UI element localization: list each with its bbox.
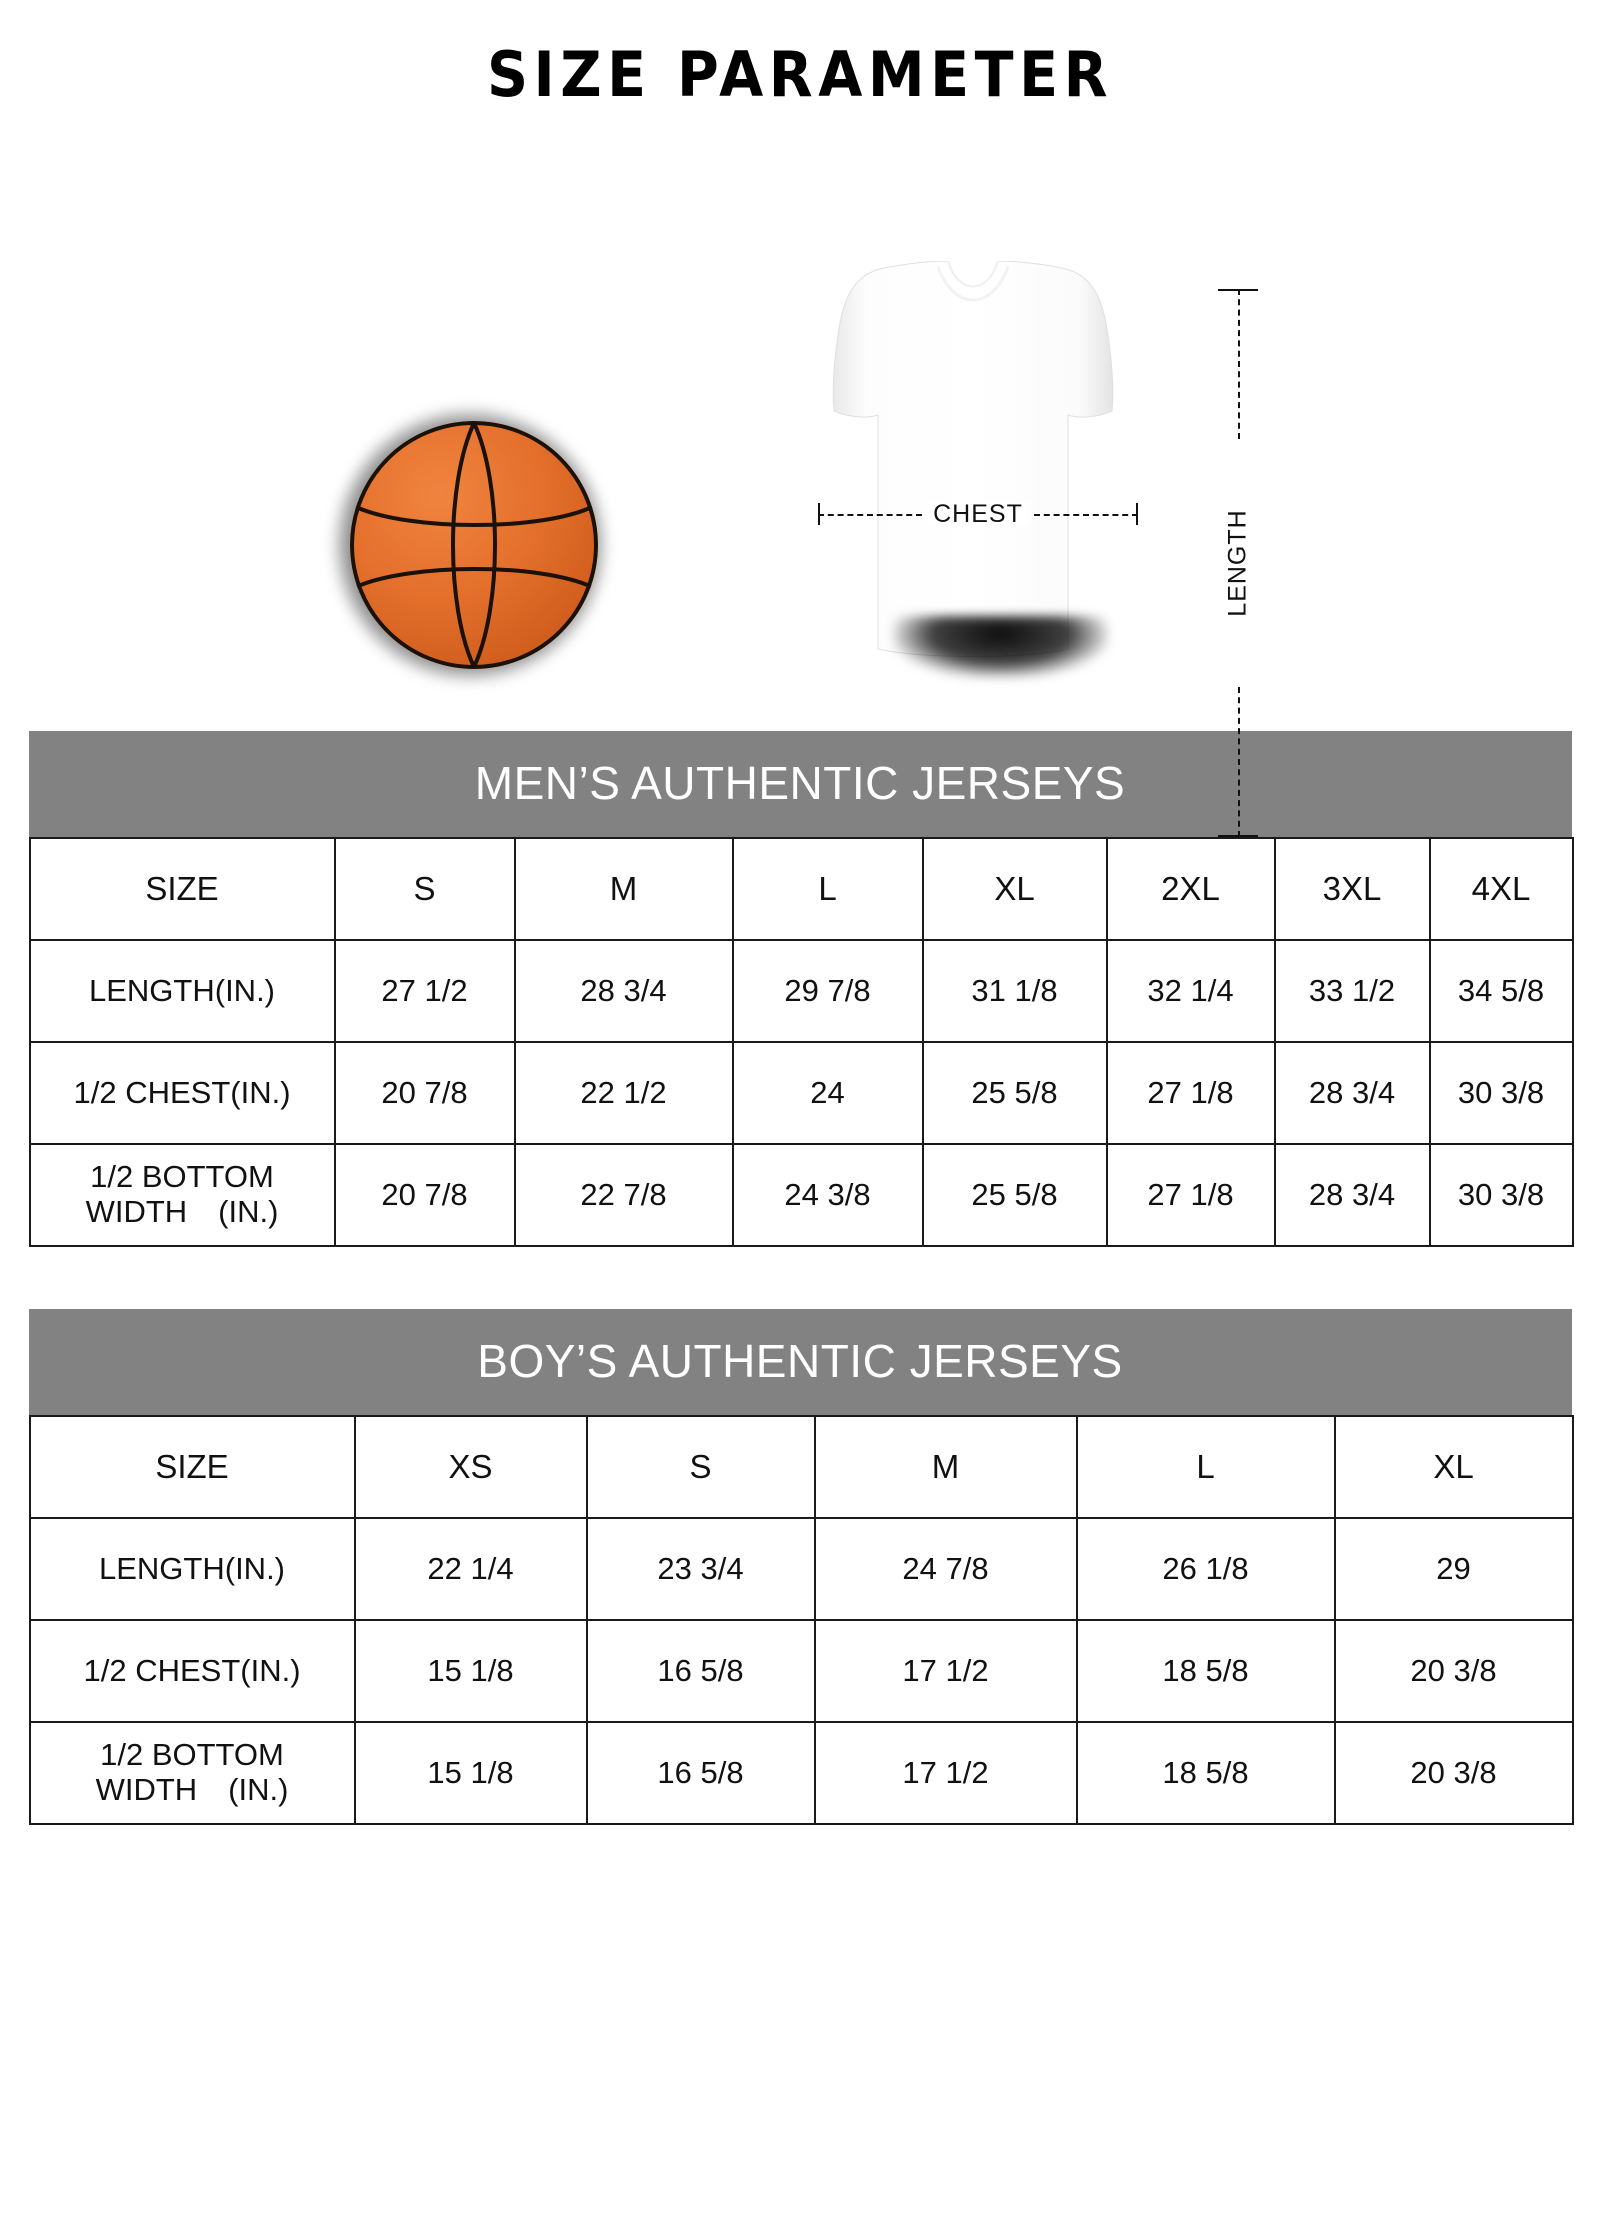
cell-value: 18 5/8 — [1077, 1722, 1335, 1824]
page-title: SIZE PARAMETER — [486, 38, 1114, 111]
cell-value: 22 1/2 — [515, 1042, 733, 1144]
cell-value: 24 3/8 — [733, 1144, 923, 1246]
measurement-illustration — [28, 111, 1572, 731]
cell-value: 33 1/2 — [1275, 940, 1430, 1042]
cell-value: 20 7/8 — [335, 1042, 515, 1144]
row-label-line2: WIDTH (IN.) — [95, 1772, 289, 1807]
column-header: 3XL — [1275, 838, 1430, 940]
cell-value: 29 — [1335, 1518, 1573, 1620]
cell-value: 29 7/8 — [733, 940, 923, 1042]
basketball-icon — [328, 401, 618, 691]
table-row — [30, 940, 1573, 1042]
table-row — [30, 1620, 1573, 1722]
column-header: S — [335, 838, 515, 940]
cell-value: 27 1/8 — [1107, 1042, 1275, 1144]
column-header: SIZE — [30, 1416, 355, 1518]
jersey-icon — [788, 261, 1158, 681]
length-dash-top — [1238, 289, 1240, 439]
cell-value: 27 1/2 — [335, 940, 515, 1042]
length-dash-bottom — [1238, 687, 1240, 837]
column-header: 4XL — [1430, 838, 1573, 940]
boys-jerseys-table-block — [29, 1309, 1572, 1825]
cell-value: 24 7/8 — [815, 1518, 1077, 1620]
column-header: S — [587, 1416, 815, 1518]
table-row — [30, 1042, 1573, 1144]
table-row — [30, 1144, 1573, 1246]
chest-label: CHEST — [928, 502, 1028, 526]
cell-value: 22 7/8 — [515, 1144, 733, 1246]
cell-value: 18 5/8 — [1077, 1620, 1335, 1722]
cell-value: 25 5/8 — [923, 1144, 1107, 1246]
length-label: LENGTH — [1218, 501, 1259, 624]
cell-value: 23 3/4 — [587, 1518, 815, 1620]
column-header: 2XL — [1107, 838, 1275, 940]
length-cap-bottom — [1218, 835, 1258, 837]
cell-value: 20 7/8 — [335, 1144, 515, 1246]
cell-value: 27 1/8 — [1107, 1144, 1275, 1246]
basketball-seams-icon — [350, 421, 598, 669]
cell-value: 17 1/2 — [815, 1620, 1077, 1722]
column-header: M — [515, 838, 733, 940]
cell-value: 34 5/8 — [1430, 940, 1573, 1042]
cell-value: 15 1/8 — [355, 1620, 587, 1722]
table-row — [30, 838, 1573, 940]
cell-value: 25 5/8 — [923, 1042, 1107, 1144]
length-measure-line — [1218, 289, 1258, 837]
row-label: LENGTH(IN.) — [30, 940, 335, 1042]
cell-value: 28 3/4 — [515, 940, 733, 1042]
cell-value: 17 1/2 — [815, 1722, 1077, 1824]
column-header: M — [815, 1416, 1077, 1518]
column-header: L — [1077, 1416, 1335, 1518]
boys-table-heading: BOY’S AUTHENTIC JERSEYS — [29, 1309, 1572, 1415]
cell-value: 16 5/8 — [587, 1722, 815, 1824]
jersey-shadow — [893, 616, 1108, 678]
cell-value: 28 3/4 — [1275, 1042, 1430, 1144]
row-label — [30, 1722, 355, 1824]
cell-value: 28 3/4 — [1275, 1144, 1430, 1246]
row-label-line1: 1/2 BOTTOM — [100, 1737, 284, 1773]
table-row — [30, 1722, 1573, 1824]
chest-cap-right — [1136, 503, 1138, 525]
table-row — [30, 1518, 1573, 1620]
column-header: XL — [1335, 1416, 1573, 1518]
column-header: XS — [355, 1416, 587, 1518]
row-label-line1: 1/2 BOTTOM — [90, 1159, 274, 1195]
cell-value: 15 1/8 — [355, 1722, 587, 1824]
mens-size-table — [29, 837, 1574, 1247]
cell-value: 26 1/8 — [1077, 1518, 1335, 1620]
mens-table-heading: MEN’S AUTHENTIC JERSEYS — [29, 731, 1572, 837]
cell-value: 16 5/8 — [587, 1620, 815, 1722]
cell-value: 30 3/8 — [1430, 1144, 1573, 1246]
column-header: XL — [923, 838, 1107, 940]
table-separator — [28, 1247, 1572, 1309]
row-label: 1/2 CHEST(IN.) — [30, 1042, 335, 1144]
cell-value: 31 1/8 — [923, 940, 1107, 1042]
mens-jerseys-table-block — [29, 731, 1572, 1247]
cell-value: 22 1/4 — [355, 1518, 587, 1620]
chest-measure-line — [818, 500, 1138, 528]
table-row — [30, 1416, 1573, 1518]
cell-value: 30 3/8 — [1430, 1042, 1573, 1144]
basketball-ball — [350, 421, 598, 669]
row-label: 1/2 CHEST(IN.) — [30, 1620, 355, 1722]
cell-value: 32 1/4 — [1107, 940, 1275, 1042]
boys-size-table — [29, 1415, 1574, 1825]
row-label — [30, 1144, 335, 1246]
column-header: SIZE — [30, 838, 335, 940]
row-label: LENGTH(IN.) — [30, 1518, 355, 1620]
chest-dash-right — [1034, 514, 1138, 516]
row-label-line2: WIDTH (IN.) — [85, 1194, 279, 1229]
cell-value: 24 — [733, 1042, 923, 1144]
chest-dash-left — [818, 514, 922, 516]
cell-value: 20 3/8 — [1335, 1620, 1573, 1722]
column-header: L — [733, 838, 923, 940]
cell-value: 20 3/8 — [1335, 1722, 1573, 1824]
